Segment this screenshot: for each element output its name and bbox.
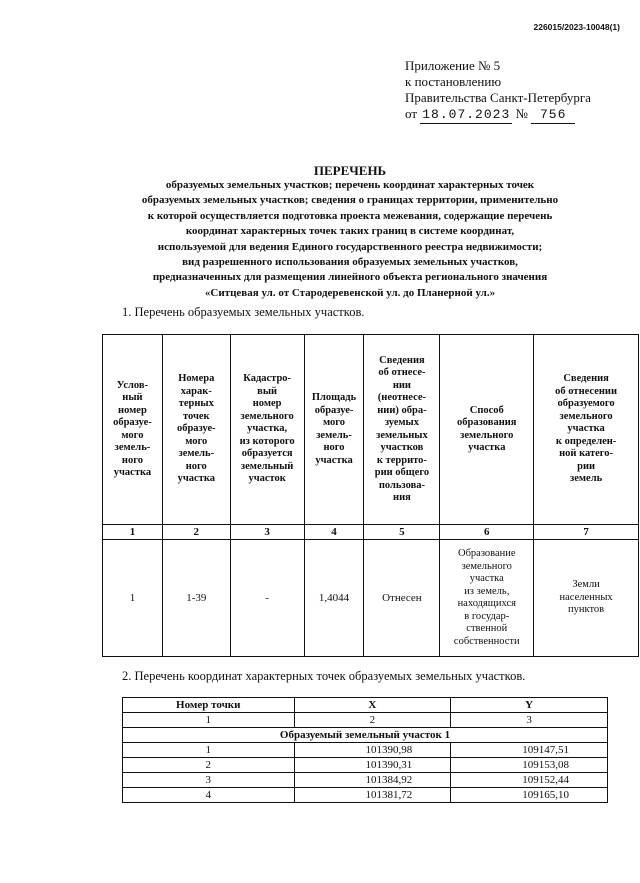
header-cell bbox=[304, 335, 364, 525]
annex-line-1: Приложение № 5 bbox=[405, 58, 501, 73]
cell-line: Способ bbox=[469, 404, 504, 416]
subtitle-line: к которой осуществляется подготовка проекта межевания, содержащие перечень bbox=[147, 209, 553, 222]
cell-line: участка bbox=[177, 473, 215, 485]
table-row bbox=[103, 540, 639, 657]
group-label: Образуемый земельный участок 1 bbox=[123, 728, 608, 743]
cell-line: Сведения bbox=[379, 354, 425, 366]
annex-number: 756 bbox=[531, 107, 575, 124]
point-number: 3 bbox=[123, 773, 295, 788]
cell-line: об отнесении bbox=[555, 385, 618, 397]
table-row bbox=[123, 773, 608, 788]
subtitle-line: образуемых земельных участков; сведения о границах территории, применительно bbox=[141, 194, 559, 207]
section-2-heading: 2. Перечень координат характерных точек образуемых земельных участков. bbox=[122, 669, 526, 683]
cell-line: пользова- bbox=[378, 479, 425, 491]
cell-line: участка bbox=[469, 573, 504, 584]
header-cell bbox=[162, 335, 230, 525]
document-title: ПЕРЕЧЕНЬ bbox=[313, 163, 387, 178]
table-row bbox=[123, 743, 608, 758]
cell-line: земельного bbox=[559, 410, 613, 422]
header-y: Y bbox=[451, 698, 608, 713]
coord-y: 109147,51 bbox=[451, 743, 608, 758]
plot-area: 1,4044 bbox=[304, 540, 364, 657]
cell-line: земель- bbox=[114, 442, 151, 453]
annex-number-prefix: № bbox=[515, 106, 528, 121]
cell-line: ного bbox=[323, 442, 345, 453]
subtitle-line: образуемых земельных участков; перечень координат характерных точек bbox=[165, 179, 535, 191]
column-number: 5 bbox=[364, 525, 440, 540]
column-number: 3 bbox=[230, 525, 304, 540]
cell-line: нии) обра- bbox=[377, 404, 427, 416]
cell-line: к определен- bbox=[555, 435, 617, 447]
cell-line: точек bbox=[182, 410, 210, 422]
cell-line: ного bbox=[185, 460, 207, 472]
annex-header bbox=[405, 58, 591, 124]
cell-line: участок bbox=[248, 473, 286, 485]
point-number: 2 bbox=[123, 758, 295, 773]
cell-line: образуе- bbox=[113, 417, 152, 428]
annex-date-line bbox=[405, 106, 591, 124]
cell-line: номер bbox=[252, 398, 282, 410]
cell-line: к террито- bbox=[376, 454, 427, 466]
coord-x: 101381,72 bbox=[294, 788, 451, 803]
cell-line: образования bbox=[457, 417, 517, 428]
subtitle-line: вид разрешенного использования образуемых земельных участков, bbox=[182, 256, 518, 269]
subtitle-line: предназначенных для размещения линейного объекта регионального значения bbox=[152, 271, 548, 284]
cell-line: из земель, bbox=[464, 585, 510, 597]
cell-line: земельных bbox=[376, 429, 428, 441]
coord-y: 109153,08 bbox=[451, 758, 608, 773]
cell-line: пунктов bbox=[568, 604, 605, 616]
cell-line: собственности bbox=[453, 635, 520, 647]
cell-line: терных bbox=[178, 398, 214, 410]
cell-line: участка, bbox=[247, 423, 288, 435]
cell-line: вый bbox=[257, 385, 278, 397]
cell-line: населенных bbox=[559, 591, 613, 603]
column-number: 2 bbox=[162, 525, 230, 540]
coord-x: 101384,92 bbox=[294, 773, 451, 788]
column-number: 2 bbox=[294, 713, 451, 728]
coordinates-table bbox=[122, 697, 608, 803]
column-number: 4 bbox=[304, 525, 364, 540]
cell-line: рии общего bbox=[374, 467, 430, 478]
header-point: Номер точки bbox=[123, 698, 295, 713]
cell-line: участка bbox=[468, 442, 506, 453]
cell-line: (неотнесе- bbox=[377, 392, 427, 403]
cell-line: ния bbox=[393, 492, 411, 503]
cell-line: образуемого bbox=[557, 398, 615, 410]
header-cell bbox=[230, 335, 304, 525]
cell-line: в государ- bbox=[464, 610, 510, 622]
cell-line: ной катего- bbox=[559, 448, 614, 460]
coord-y: 109165,10 bbox=[451, 788, 608, 803]
cell-line: ственной bbox=[466, 623, 508, 634]
cell-line: участков bbox=[380, 442, 424, 453]
cell-line: Кадастро- bbox=[243, 373, 292, 385]
annex-from-prefix: от bbox=[405, 106, 418, 121]
column-number: 7 bbox=[534, 525, 639, 540]
cell-line: рии bbox=[577, 460, 596, 472]
cell-line: земельного bbox=[240, 410, 294, 422]
column-number: 1 bbox=[103, 525, 163, 540]
cell-line: Сведения bbox=[563, 373, 609, 385]
coord-x: 101390,98 bbox=[294, 743, 451, 758]
column-number: 1 bbox=[123, 713, 295, 728]
cell-line: зуемых bbox=[384, 417, 419, 428]
cell-line: нии bbox=[392, 379, 411, 391]
cell-line: земель bbox=[570, 473, 603, 485]
cell-line: Услов- bbox=[116, 379, 149, 391]
header-x: X bbox=[294, 698, 451, 713]
column-numbers-row bbox=[123, 713, 608, 728]
cell-line: харак- bbox=[180, 385, 212, 397]
cell-line: об отнесе- bbox=[378, 367, 426, 378]
cell-line: участка bbox=[113, 467, 152, 478]
table-row bbox=[123, 758, 608, 773]
subtitle-line: «Ситцевая ул. от Стародеревенской ул. до Планерной ул.» bbox=[204, 286, 496, 299]
column-number: 6 bbox=[440, 525, 534, 540]
cell-line: Номера bbox=[178, 373, 215, 385]
cell-line: Земли bbox=[572, 579, 600, 591]
cell-line: земель- bbox=[316, 429, 352, 441]
header-cell bbox=[534, 335, 639, 525]
coord-y: 109152,44 bbox=[451, 773, 608, 788]
land-plots-table bbox=[102, 334, 639, 657]
coord-x: 101390,31 bbox=[294, 758, 451, 773]
group-row bbox=[123, 728, 608, 743]
subtitle-line: используемой для ведения Единого государственного реестра недвижимости; bbox=[157, 240, 543, 253]
column-numbers-row bbox=[103, 525, 639, 540]
cell-line: земель- bbox=[178, 448, 215, 460]
cell-line: мого bbox=[121, 429, 144, 441]
cell-line: Образование bbox=[457, 548, 516, 559]
cell-line: земельного bbox=[461, 560, 512, 572]
cell-line: ного bbox=[121, 454, 143, 466]
formation-method bbox=[440, 540, 534, 657]
cell-line: ный bbox=[122, 392, 143, 403]
cell-line: мого bbox=[185, 435, 208, 447]
cell-line: Площадь bbox=[311, 392, 357, 403]
header-cell bbox=[103, 335, 163, 525]
header-cell bbox=[364, 335, 440, 525]
cell-line: образуется bbox=[241, 448, 293, 460]
cell-line: земельного bbox=[460, 429, 514, 441]
point-number: 1 bbox=[123, 743, 295, 758]
point-number: 4 bbox=[123, 788, 295, 803]
point-numbers: 1-39 bbox=[162, 540, 230, 657]
column-number: 3 bbox=[451, 713, 608, 728]
table-header-row bbox=[103, 335, 639, 525]
annex-date: 18.07.2023 bbox=[422, 107, 511, 122]
document-subtitle bbox=[80, 178, 620, 301]
plot-number: 1 bbox=[103, 540, 163, 657]
subtitle-line: координат характерных точек таких границ в системе координат, bbox=[185, 225, 515, 238]
land-category bbox=[534, 540, 639, 657]
cell-line: номер bbox=[118, 404, 147, 416]
cell-line: участка bbox=[315, 454, 353, 466]
cadastral-number: - bbox=[230, 540, 304, 657]
annex-line-2: к постановлению bbox=[405, 74, 502, 89]
cell-line: из которого bbox=[239, 435, 295, 447]
cell-line: земельный bbox=[240, 460, 294, 472]
table-header-row bbox=[123, 698, 608, 713]
cell-line: образуе- bbox=[176, 423, 216, 435]
table-row bbox=[123, 788, 608, 803]
header-cell bbox=[440, 335, 534, 525]
public-use-status: Отнесен bbox=[364, 540, 440, 657]
cell-line: участка bbox=[567, 423, 605, 435]
document-id: 226015/2023-10048(1) bbox=[533, 22, 620, 32]
section-1-heading: 1. Перечень образуемых земельных участков. bbox=[122, 305, 365, 319]
annex-line-3: Правительства Санкт-Петербурга bbox=[405, 90, 591, 105]
cell-line: мого bbox=[323, 417, 346, 428]
cell-line: находящихся bbox=[457, 598, 516, 609]
cell-line: образуе- bbox=[314, 404, 354, 416]
